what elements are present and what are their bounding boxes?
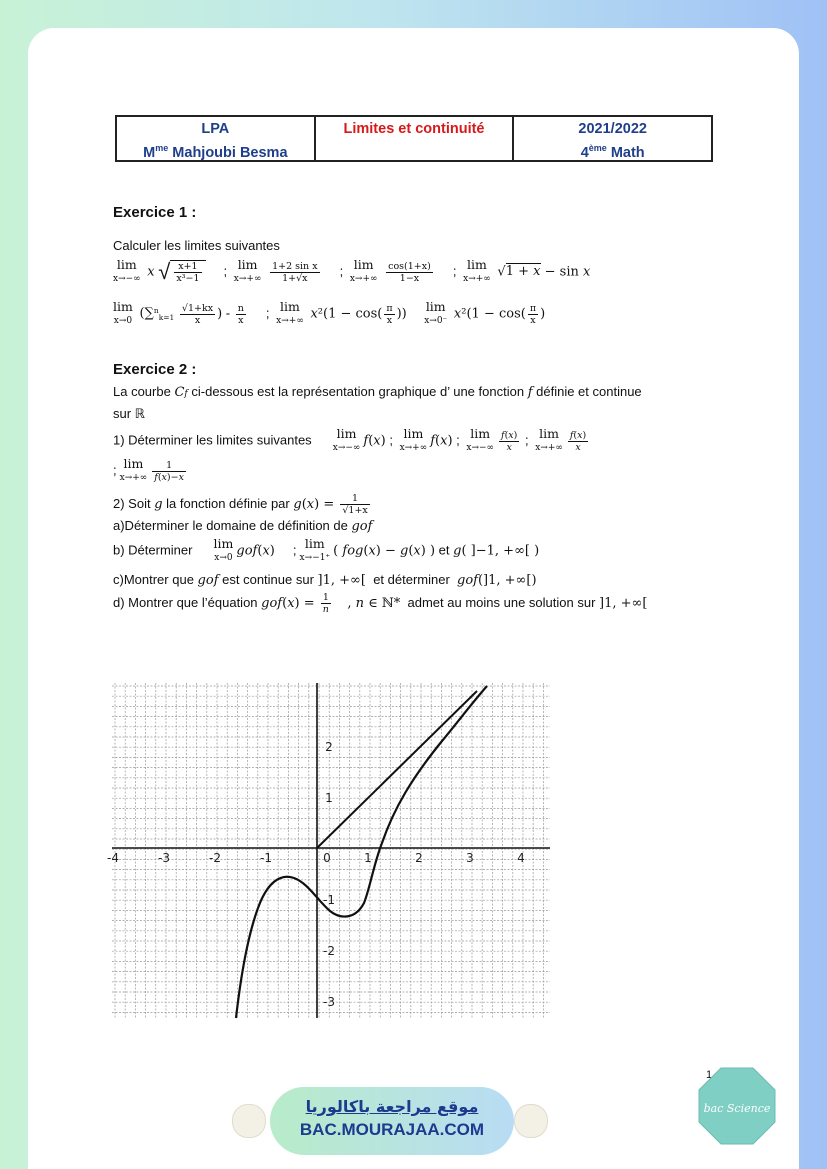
- x-tick-label: -2: [209, 851, 221, 865]
- qd-text: d) Montrer que l’équation: [113, 594, 258, 610]
- x-tick-label: -4: [107, 851, 119, 865]
- question-2a: a)Déterminer le domaine de définition de gof: [113, 518, 373, 534]
- footer-arabic-text: موقع مراجعة باكالوريا: [305, 1097, 479, 1116]
- right-logo-icon: [514, 1104, 548, 1138]
- y-tick-label: 2: [325, 740, 333, 754]
- exercise-2-intro-line2: sur ℝ: [113, 406, 145, 421]
- class-name: Math: [610, 144, 645, 161]
- teacher: [117, 139, 314, 163]
- curve-cf: [236, 686, 487, 1018]
- teacher-sup: me: [155, 143, 169, 153]
- asymptote-line: [317, 691, 477, 848]
- x-tick-label: 0: [323, 851, 331, 865]
- class-num: 4: [580, 144, 589, 161]
- qb-text: b) Déterminer: [113, 542, 193, 558]
- qd-text-2: admet au moins une solution sur: [407, 594, 596, 610]
- question-2c: c)Montrer que gof est continue sur ]1, +∞[ et déterminer gof(]1, +∞[): [113, 572, 537, 588]
- x-tick-label: 1: [364, 851, 372, 865]
- x-tick-label: -3: [158, 851, 170, 865]
- y-tick-label: 1: [325, 791, 333, 805]
- x-tick-label: 3: [466, 851, 474, 865]
- question-2d: d) Montrer que l’équation gof(x) = $\frac{1}{n}$ , n ∈ ℕ* admet au moins une solution sur ]1, +∞[: [113, 592, 648, 615]
- header-table: [115, 115, 713, 162]
- exercise-1-limits-row1: lim x→−∞ x √ $\frac{x+1}{\text{x³−1}}$ ; lim x→+∞ $\frac{\text{1+2 sin x}}{1+√x}$ ; lim x→+∞ $\frac{\cos(1+x)}{1-x}$ ; lim x→+∞ √1 + x − sin x: [113, 257, 591, 284]
- y-tick-label: -2: [323, 944, 335, 958]
- class: [514, 139, 711, 163]
- year: 2021/2022: [578, 121, 647, 137]
- graph-grid: [112, 683, 550, 1018]
- question-1: 1) Déterminer les limites suivantes lim x→−∞ f(x) ; lim x→+∞ f(x) ; lim x→−∞ $\frac{f(x)}{x}$ ; lim x→+∞ $\frac{f(x)}{x}$: [113, 426, 587, 453]
- question-1-line2: ; lim x→+∞ $\frac{1}{f(x)-x}$: [113, 456, 184, 483]
- header-year-cell: [514, 117, 711, 160]
- teacher-prefix: M: [143, 144, 156, 161]
- intro-c: définie et continue: [536, 384, 642, 399]
- exercise-2-intro-line1: La courbe Cf ci-dessous est la représentation graphique d’ une fonction f définie et continue: [113, 384, 642, 400]
- school: LPA: [201, 121, 230, 137]
- footer-url[interactable]: BAC.MOURAJAA.COM: [299, 1120, 485, 1139]
- question-2: 2) Soit g la fonction définie par g(x) = $\frac{1}{√1+x}$: [113, 493, 368, 516]
- x-tick-label: 2: [415, 851, 423, 865]
- header-subject-cell: [316, 117, 515, 160]
- function-graph: [107, 683, 550, 1018]
- q2-text-b: la fonction définie par: [166, 495, 290, 511]
- q1-text: 1) Déterminer les limites suivantes: [113, 432, 312, 448]
- qc-text-3: et déterminer: [373, 572, 450, 587]
- exercise-2-title: Exercice 2 :: [113, 361, 197, 378]
- exercise-1-intro: Calculer les limites suivantes: [113, 238, 280, 253]
- page-number: 1: [706, 1069, 713, 1081]
- qa-text: a)Déterminer le domaine de définition de: [113, 518, 348, 533]
- qc-text-2: est continue sur: [222, 572, 314, 587]
- intro-b: ci-dessous est la représentation graphique d’ une fonction: [191, 384, 525, 399]
- footer-banner[interactable]: [270, 1087, 514, 1155]
- y-axis-labels: [323, 740, 335, 1009]
- exercise-1-limits-row2: lim x→0 (∑$^n_{k=1}$ $\frac{√1+kx}{x}$ ) - $\frac{n}{x}$ ; lim x→+∞ x²(1 − cos( $\frac{\pi}{x}$ )) lim x→0⁻ x²(1 − cos( $\frac{\pi}{x}$ ): [113, 299, 546, 326]
- intro-a: La courbe: [113, 384, 171, 399]
- badge-text: bac Science: [703, 1102, 771, 1115]
- qc-text: c)Montrer que: [113, 572, 194, 587]
- x-tick-label: 4: [517, 851, 525, 865]
- q2-text-a: 2) Soit: [113, 495, 151, 511]
- x-tick-label: -1: [260, 851, 272, 865]
- header-school-cell: [117, 117, 316, 160]
- subject: Limites et continuité: [343, 121, 485, 137]
- class-sup: ème: [588, 143, 607, 153]
- exercise-1-title: Exercice 1 :: [113, 204, 197, 221]
- qb-et: et: [438, 542, 450, 558]
- left-logo-icon: [232, 1104, 266, 1138]
- teacher-name: Mahjoubi Besma: [172, 144, 288, 161]
- y-tick-label: -1: [323, 893, 335, 907]
- bac-science-badge: [697, 1066, 777, 1146]
- question-2b: b) Déterminer lim x→0 gof(x) ; lim x→−1⁺ ( fog(x) − g(x) ) et g( ]−1, +∞[ ): [113, 536, 540, 563]
- y-tick-label: -3: [323, 995, 335, 1009]
